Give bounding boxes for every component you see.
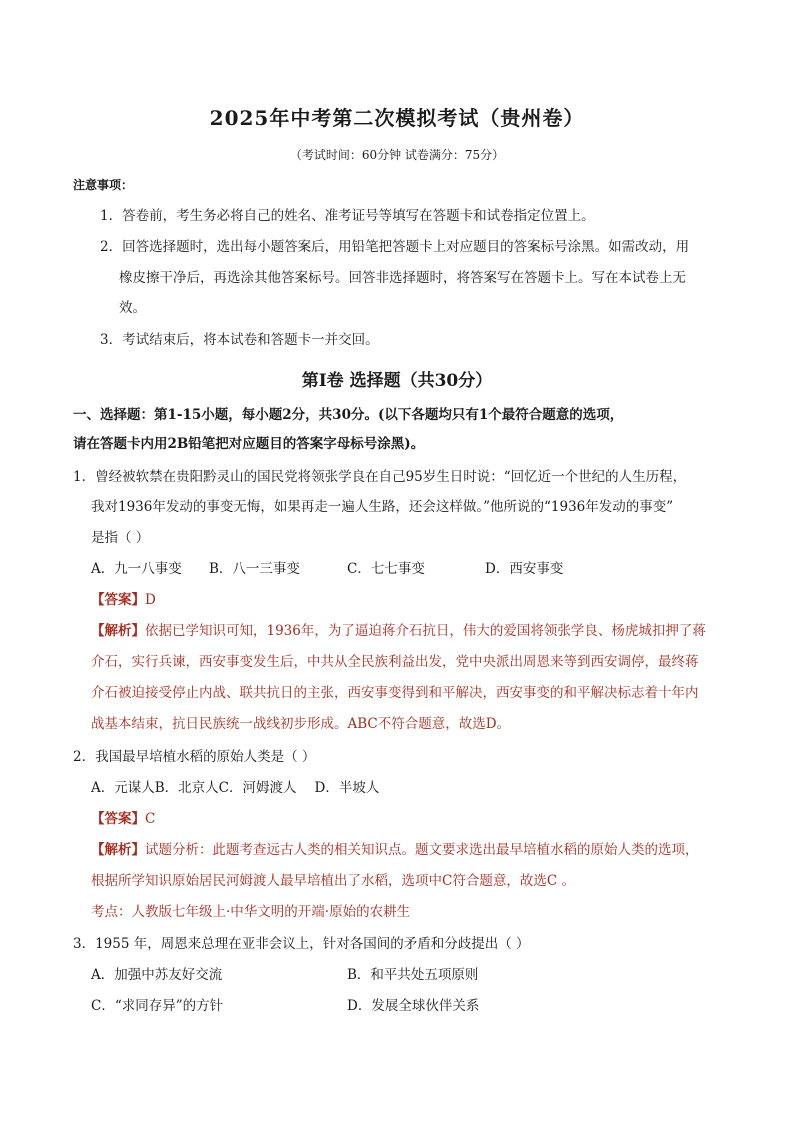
notice-heading: 注意事项： [73, 178, 134, 192]
q1-answer-label: 【答案】 [91, 592, 145, 608]
q1-analysis-text-1: 依据已学知识可知，1936年，为了逼迫蒋介石抗日，伟大的爱国将领张学良、杨虎城扣押了蒋 [145, 623, 706, 639]
q2-analysis-label: 【解析】 [91, 842, 145, 858]
q1-option-a: A．九一八事变 [91, 561, 182, 577]
exam-title: 2025年中考第二次模拟考试（贵州卷） [209, 106, 585, 130]
section-instruction-line-2: 请在答题卡内用2B铅笔把对应题目的答案字母标号涂黑)。 [73, 436, 425, 452]
q1-analysis-line-2: 介石，实行兵谏，西安事变发生后，中共从全民族利益出发，党中央派出周恩来等到西安调停，最终蒋 [91, 654, 699, 670]
section-instruction-line-1: 一、选择题：第1-15小题，每小题2分，共30分。(以下各题均只有1个最符合题意的选项， [73, 407, 624, 423]
q2-option-a: A．元谋人 [91, 780, 155, 796]
q2-kaodian: 考点：人教版七年级上·中华文明的开端·原始的农耕生 [91, 904, 411, 920]
q1-stem-line-1: 1．曾经被软禁在贵阳黔灵山的国民党将领张学良在自己95岁生日时说：“回忆近一个世纪的人生历程， [73, 469, 687, 485]
notice-item-2-line-1: 2．回答选择题时，选出每小题答案后，用铅笔把答题卡上对应题目的答案标号涂黑。如需改动，用 [100, 239, 690, 255]
q1-option-c: C．七七事变 [347, 561, 425, 577]
q2-analysis-text-1: 试题分析：此题考查远古人类的相关知识点。题文要求选出最早培植水稻的原始人类的选项， [145, 842, 699, 858]
q1-analysis-label: 【解析】 [91, 623, 145, 639]
q1-option-d: D．西安事变 [485, 561, 564, 577]
q1-analysis-line-4: 战基本结束，抗日民族统一战线初步形成。ABC不符合题意，故选D。 [91, 716, 511, 732]
q1-stem-line-3: 是指（ ） [91, 530, 150, 546]
q1-analysis-line-1 [91, 621, 706, 641]
q3-option-a: A．加强中苏友好交流 [91, 967, 223, 983]
q2-option-c: C．河姆渡人 [218, 780, 297, 796]
q2-options [91, 778, 379, 798]
q1-answer-value: D [145, 592, 156, 608]
q3-option-c: C．“求同存异”的方针 [91, 998, 224, 1014]
q1-analysis-line-3: 介石被迫接受停止内战、联共抗日的主张，西安事变得到和平解决，西安事变的和平解决标志着十年内 [91, 685, 699, 701]
q2-option-d: D．半坡人 [314, 780, 380, 796]
notice-item-2-line-2: 橡皮擦干净后，再选涂其他答案标号。回答非选择题时，将答案写在答题卡上。写在本试卷上无 [119, 270, 686, 286]
notice-item-2-line-3: 效。 [119, 300, 146, 316]
q3-option-b: B．和平共处五项原则 [347, 967, 479, 983]
q2-answer [91, 809, 155, 829]
notice-item-1: 1．答卷前，考生务必将自己的姓名、准考证号等填写在答题卡和试卷指定位置上。 [100, 208, 595, 224]
q2-analysis-line-1 [91, 840, 699, 860]
q1-answer [91, 590, 156, 610]
notice-item-3: 3．考试结束后，将本试卷和答题卡一并交回。 [100, 332, 379, 348]
q2-answer-label: 【答案】 [91, 811, 145, 827]
q2-option-b: B．北京人 [154, 780, 219, 796]
section-title: 第Ⅰ卷 选择题（共30分） [301, 371, 493, 391]
q2-answer-value: C [145, 811, 156, 827]
q2-analysis-line-2: 根据所学知识原始居民河姆渡人最早培植出了水稻，选项中C符合题意，故选C 。 [91, 873, 575, 889]
q3-option-d: D．发展全球伙伴关系 [347, 998, 480, 1014]
exam-subtitle: （考试时间：60分钟 试卷满分：75分） [289, 148, 505, 162]
q1-option-b: B．八一三事变 [209, 561, 300, 577]
q1-stem-line-2: 我对1936年发动的事变无悔，如果再走一遍人生路，还会这样做。”他所说的“1936年发动的事变” [91, 499, 674, 515]
q3-stem: 3．1955 年，周恩来总理在亚非会议上，针对各国间的矛盾和分歧提出（ ） [73, 936, 530, 952]
q2-stem: 2．我国最早培植水稻的原始人类是（ ） [73, 749, 316, 765]
